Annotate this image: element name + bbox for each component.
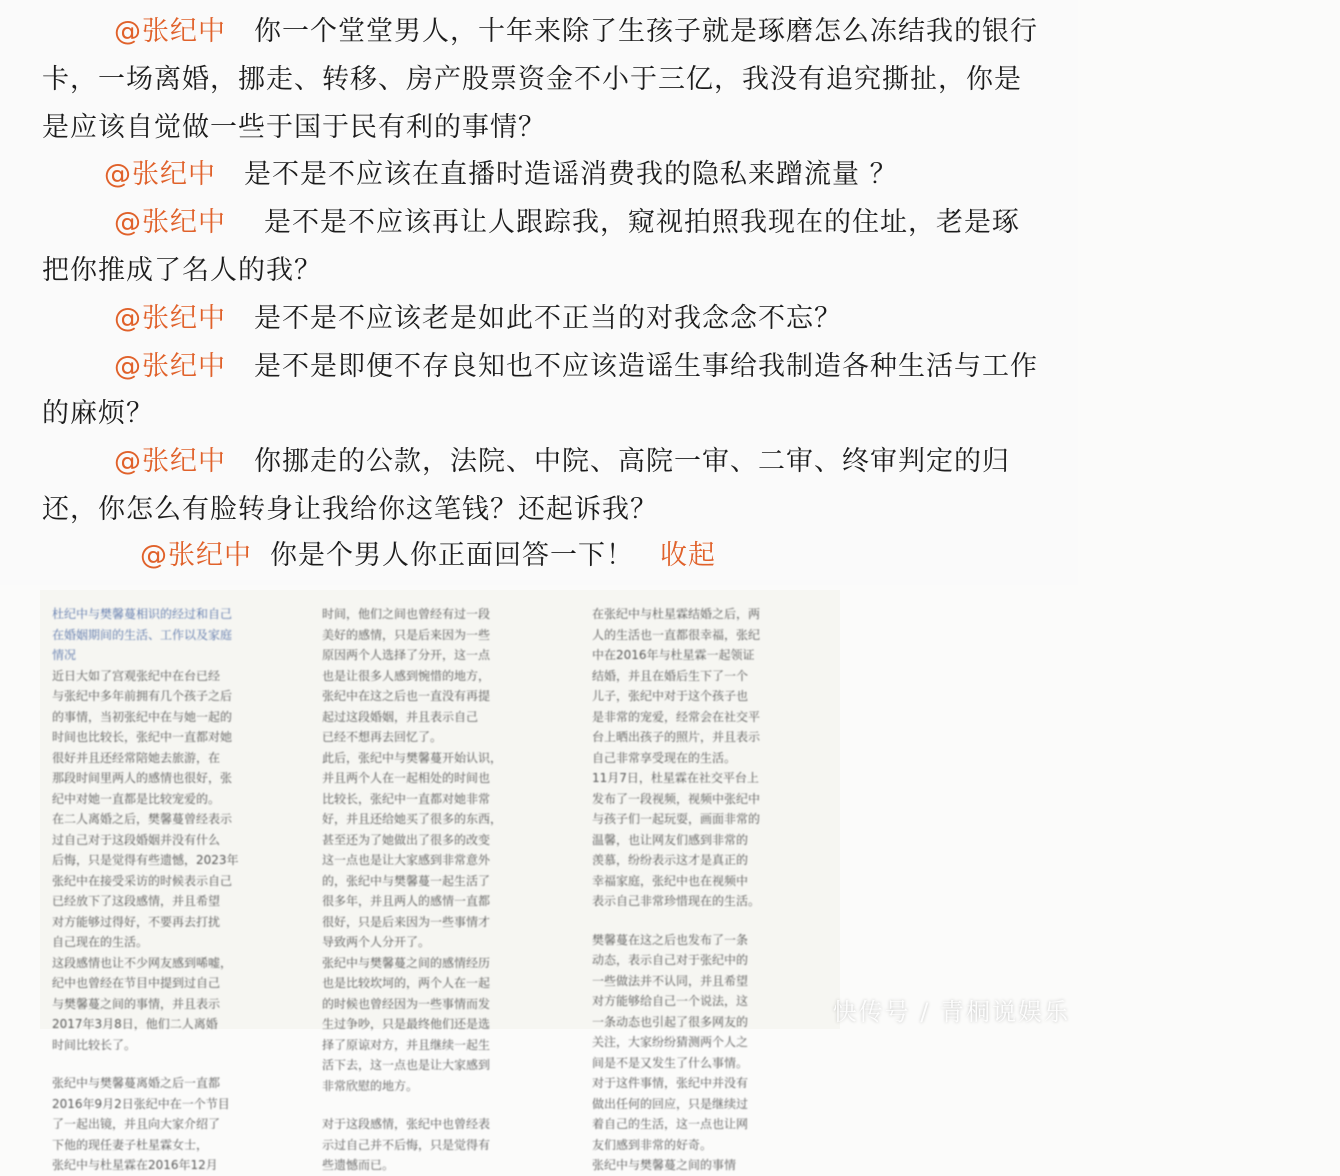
clipping-line: 对于这段感情，张纪中也曾经表 [322,1117,491,1131]
clipping-line: 了一起出镜，并且向大家介绍了 [52,1117,221,1131]
paragraph-gap [52,1055,292,1073]
clipping-line: 发布了一段视频，视频中张纪中 [592,791,761,806]
post-line-1: @张纪中 你一个堂堂男人，十年来除了生孩子就是琢磨怎么冻结我的银行 [114,16,1038,47]
post-line-5: @张纪中 是不是不应该再让人跟踪我，窥视拍照我现在的住址，老是琢 [114,207,1020,238]
clipping-line: 已经不想再去回忆了。 [322,730,443,744]
clipping-line: 2016年9月2日张纪中在一个节目 [52,1096,230,1111]
clipping-line: 活下去，这一点也是让大家感到 [322,1058,491,1072]
clipping-line: 与孩子们一起玩耍，画面非常的 [592,812,761,826]
mention-link[interactable]: @张纪中 [140,540,252,571]
clipping-line: 非常欣慰的地方。 [322,1078,419,1093]
clipping-line: 的事情，当初张纪中在与她一起的 [52,709,233,724]
clipping-line: 也是让很多人感到惋惜的地方， [322,668,491,683]
post-line-10: @张纪中 你挪走的公款，法院、中院、高院一审、二审、终审判定的归 [114,446,1010,477]
clipping-line: 很好，只是后来因为一些事情才 [322,914,491,929]
clipping-line: 起过这段婚姻，并且表示自己 [322,709,479,724]
clipping-column-2 [322,604,562,1176]
clipping-line: 对方能够过得好，不要再去打扰 [52,914,221,929]
clipping-line: 生过争吵，只是最终他们还是选 [322,1017,491,1031]
clipping-line: 情况 [52,648,77,662]
clipping-line: 那段时间里两人的感情也很好，张 [52,771,233,785]
paragraph-gap [322,1096,562,1114]
clipping-line: 这一点也是让大家感到非常意外 [322,853,491,867]
clipping-line: 2017年3月8日，他们二人离婚 [52,1017,218,1031]
clipping-line: 纪中也曾经在节目中提到过自己 [52,976,221,990]
clipping-line: 这段感情也让不少网友感到唏嘘， [52,955,233,970]
clipping-line: 纪中对她一直都是比较宠爱的。 [52,791,221,806]
clipping-line: 间是不是又发生了什么事情。 [592,1055,749,1070]
clipping-line: 羡慕，纷纷表示这才是真正的 [592,853,749,867]
clipping-line: 友们感到非常的好奇。 [592,1137,713,1152]
clipping-line: 儿子，张纪中对于这个孩子也 [592,689,749,703]
clipping-line: 已经放下了这段感情，并且希望 [52,894,221,908]
clipping-line: 择了原谅对方，并且继续一起生 [322,1037,491,1052]
clipping-line: 比较长，张纪中一直都对她非常 [322,791,491,806]
clipping-line: 好，并且还给她买了很多的东西， [322,812,503,826]
clipping-column-1 [52,604,292,1176]
clipping-line: 很好并且还经常陪她去旅游，在 [52,750,221,765]
post-line-4: @张纪中 是不是不应该在直播时造谣消费我的隐私来蹭流量 ？ [104,159,898,190]
paragraph-gap [592,912,832,930]
clipping-line: 时间也比较长，张纪中一直都对她 [52,730,233,744]
clipping-line: 对方能够给自己一个说法，这 [592,994,749,1008]
post-line-2: 卡，一场离婚，挪走、转移、房产股票资金不小于三亿，我没有追究撕扯，你是 [42,64,1022,95]
clipping-line: 甚至还为了她做出了很多的改变 [322,832,491,847]
clipping-line: 原因两个人选择了分开，这一点 [322,648,491,662]
clipping-line: 与张纪中多年前拥有几个孩子之后 [52,689,233,703]
clipping-line: 也是比较坎坷的，两个人在一起 [322,976,491,990]
clipping-line: 人的生活也一直都很幸福，张纪 [592,627,761,642]
clipping-line: 时间比较长了。 [52,1037,137,1052]
clipping-line: 在二人离婚之后，樊馨蔓曾经表示 [52,812,233,826]
clipping-line: 一条动态也引起了很多网友的 [592,1014,749,1029]
clipping-line: 着自己的生活，这一点也让网 [592,1117,749,1131]
clipping-line: 下他的现任妻子杜星霖女士， [52,1137,209,1152]
clipping-line: 温馨，也让网友们感到非常的 [592,832,749,847]
clipping-line: 近日大如了宫观张纪中在台已经 [52,668,221,683]
clipping-line: 张纪中在这之后也一直没有再提 [322,689,491,703]
clipping-line: 是非常的宠爱，经常会在社交平 [592,709,761,724]
clipping-line: 一些做法并不认同，并且希望 [592,973,749,988]
clipping-line: 张纪中与杜星霖在2016年12月 [52,1158,218,1172]
clipping-line: 张纪中与樊馨蔓之间的事情 [592,1158,737,1172]
mention-link[interactable]: @张纪中 [114,16,226,47]
clipping-line: 此后，张纪中与樊馨蔓开始认识， [322,750,503,765]
clipping-line: 自己现在的生活。 [52,935,149,949]
post-line-8: @张纪中 是不是即便不存良知也不应该造谣生事给我制造各种生活与工作 [114,351,1038,382]
clipping-line: 与樊馨蔓之间的事情，并且表示 [52,996,221,1011]
clipping-line: 11月7日，杜星霖在社交平台上 [592,771,759,785]
clipping-line: 自己非常享受现在的生活。 [592,750,737,765]
clipping-line: 中在2016年与杜星霖一起领证 [592,648,755,662]
clipping-line: 对于这件事情，张纪中并没有 [592,1076,749,1090]
clipping-line: 表示自己非常珍惜现在的生活。 [592,894,761,908]
clipping-line: 的时候也曾经因为一些事情而发 [322,996,491,1011]
collapse-button[interactable]: 收起 [660,540,716,571]
clipping-line: 张纪中与樊馨蔓离婚之后一直都 [52,1076,221,1090]
clipping-line: 在婚姻期间的生活、工作以及家庭 [52,627,233,642]
post-line-3: 是应该自觉做一些于国于民有利的事情？ [42,112,546,143]
clipping-line: 幸福家庭，张纪中也在视频中 [592,873,749,888]
clipping-line: 很多年，并且两人的感情一直都 [322,894,491,908]
post-line-7: @张纪中 是不是不应该老是如此不正当的对我念念不忘？ [114,303,842,334]
mention-link[interactable]: @张纪中 [114,303,226,334]
clipping-line: 过自己对于这段婚姻并没有什么 [52,832,221,847]
mention-link[interactable]: @张纪中 [114,207,226,238]
post-line-12: @张纪中 你是个男人你正面回答一下！ 收起 [140,540,716,571]
mention-link[interactable]: @张纪中 [104,159,216,190]
clipping-line: 在张纪中与杜星霖结婚之后，两 [592,607,761,621]
clipping-line: 台上晒出孩子的照片，并且表示 [592,730,761,744]
clipping-line: 关注，大家纷纷猜测两个人之 [592,1035,749,1049]
clipping-column-3 [592,604,832,1176]
clipping-line: 樊馨蔓在这之后也发布了一条 [592,932,749,947]
post-line-9: 的麻烦？ [42,398,154,429]
mention-link[interactable]: @张纪中 [114,446,226,477]
clipping-line: 结婚，并且在婚后生下了一个 [592,668,749,683]
clipping-line: 动态，表示自己对于张纪中的 [592,953,749,967]
clipping-line: 导致两个人分开了。 [322,935,431,949]
clipping-line: 示过自己并不后悔，只是觉得有 [322,1137,491,1152]
clipping-line: 杜纪中与樊馨蔓相识的经过和自己 [52,607,233,621]
clipping-line: 时间，他们之间也曾经有过一段 [322,607,491,621]
weibo-post [0,0,1078,585]
watermark: 快传号 / 青桐说娱乐 [832,998,1070,1026]
mention-link[interactable]: @张纪中 [114,351,226,382]
clipping-line: 张纪中在接受采访的时候表示自己 [52,873,233,888]
clipping-line: 并且两个人在一起相处的时间也 [322,771,491,785]
clipping-line: 些遗憾而已。 [322,1158,395,1172]
clipping-line: 的，张纪中与樊馨蔓一起生活了 [322,873,491,888]
clipping-line: 做出任何的回应，只是继续过 [592,1096,749,1111]
post-line-11: 还，你怎么有脸转身让我给你这笔钱？还起诉我？ [42,494,658,525]
post-line-6: 把你推成了名人的我？ [42,255,322,286]
newspaper-clipping-image [40,590,840,1172]
clipping-line: 美好的感情，只是后来因为一些 [322,627,491,642]
clipping-line: 后悔，只是觉得有些遗憾，2023年 [52,853,239,867]
clipping-line: 张纪中与樊馨蔓之间的感情经历 [322,955,491,970]
